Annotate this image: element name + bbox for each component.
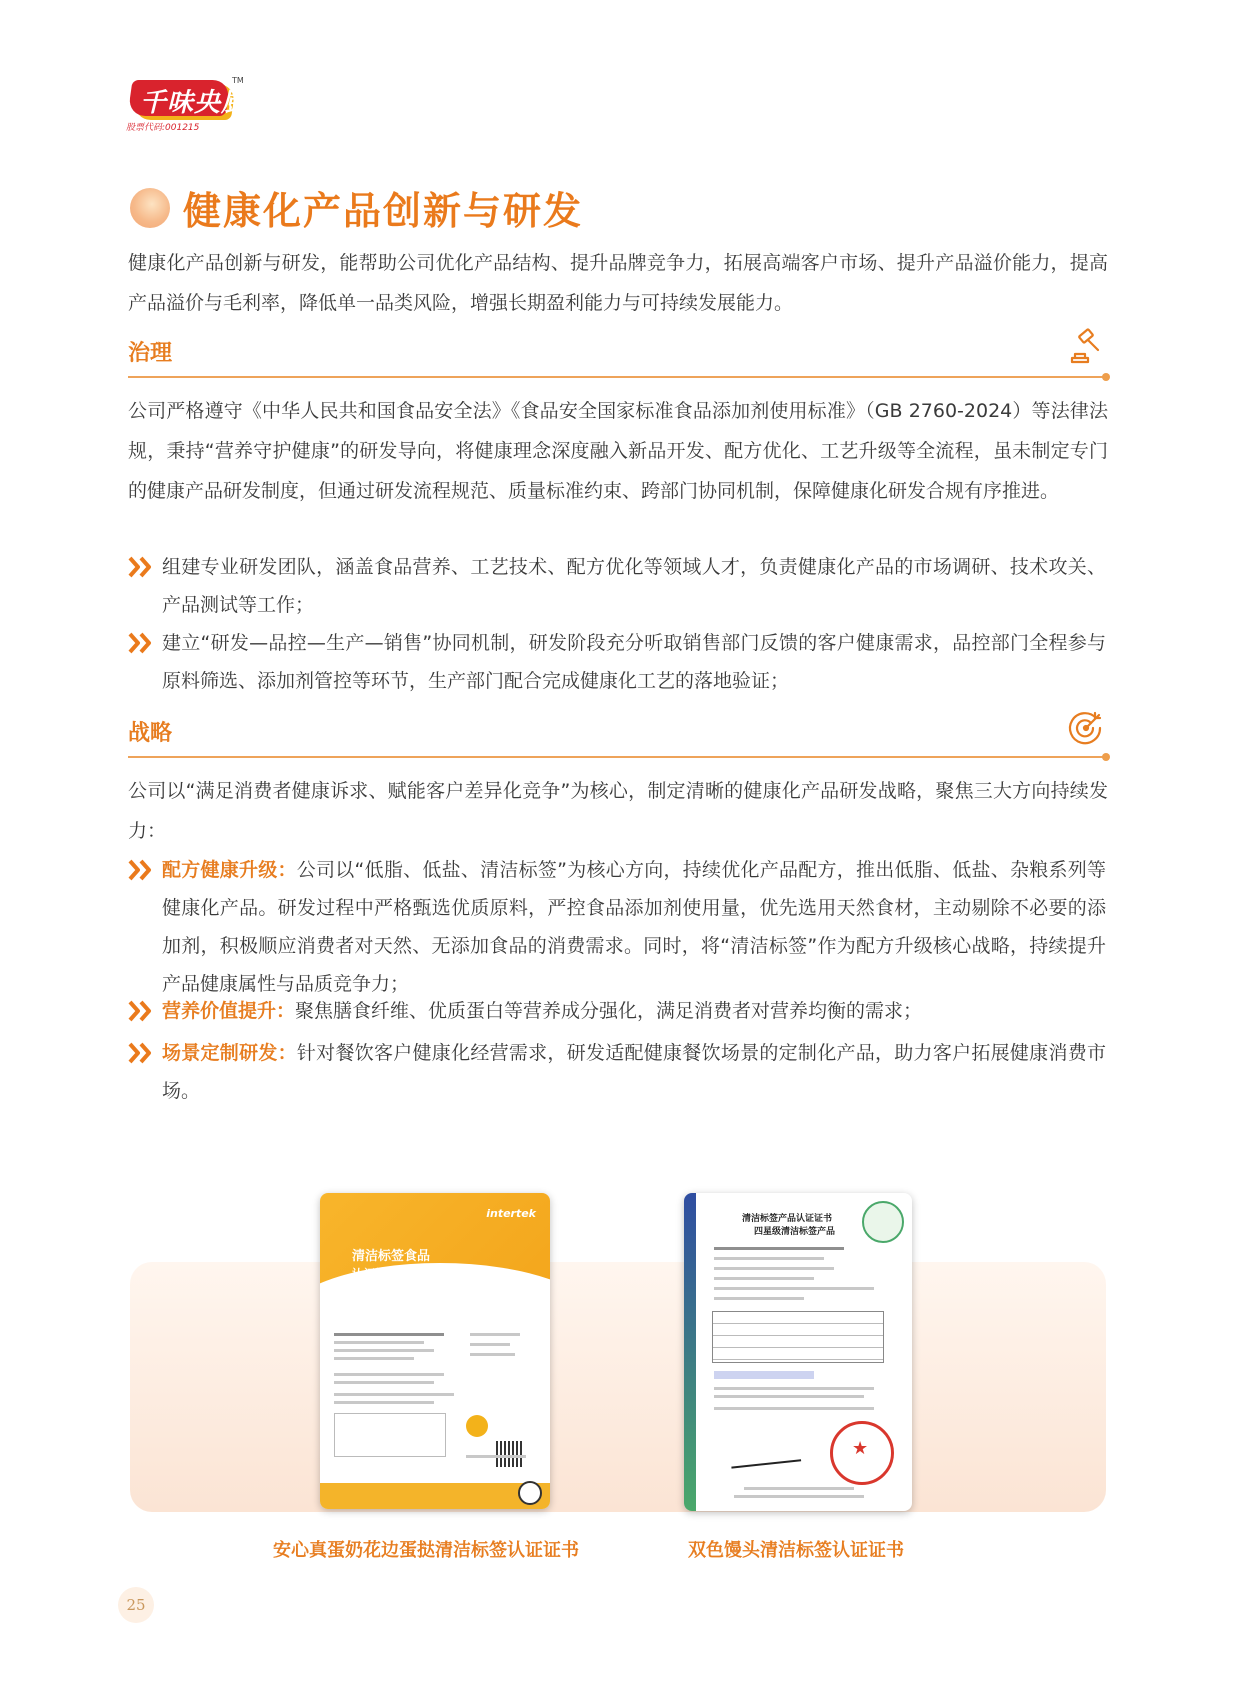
governance-bullet-text: 组建专业研发团队，涵盖食品营养、工艺技术、配方优化等领域人才，负责健康化产品的市场调研、技术攻关、产品测试等工作； (162, 556, 1106, 616)
bullet-label: 配方健康升级： (162, 859, 297, 881)
page-title: 健康化产品创新与研发 (183, 189, 584, 233)
section-title-governance: 治理 (128, 341, 173, 366)
double-chevron-icon (128, 555, 154, 579)
section-header-strategy (128, 716, 1106, 758)
bullet-body: 公司以“低脂、低盐、清洁标签”为核心方向，持续优化产品配方，推出低脂、低盐、杂粮系列等健康化产品。研发过程中严格甄选优质原料，严控食品添加剂使用量，优先选用天然食材，主动剔除不必要的添加剂，积极顺应消费者对天然、无添加食品的消费需求。同时，将“清洁标签”作为配方升级核心战略，持续提升产品健康属性与品质竞争力； (162, 859, 1106, 995)
certificate-subtitle: 四星级清洁标签产品 (754, 1227, 836, 1237)
section-rule-dot (1102, 753, 1110, 761)
title-dot-icon (130, 188, 170, 228)
strategy-bullet-text (162, 992, 1106, 1030)
gavel-icon (1066, 328, 1106, 368)
strategy-bullet-text (162, 851, 1106, 1003)
double-chevron-icon (128, 858, 154, 882)
strategy-bullet-3 (128, 1034, 1106, 1110)
target-icon (1066, 708, 1106, 748)
page-number: 25 (118, 1587, 154, 1623)
bullet-label: 场景定制研发： (162, 1042, 297, 1064)
red-stamp-icon (830, 1421, 894, 1485)
governance-paragraph: 公司严格遵守《中华人民共和国食品安全法》《食品安全国家标准食品添加剂使用标准》（GB 2760-2024）等法律法规，秉持“营养守护健康”的研发导向，将健康理念深度融入新品开发、配方优化、工艺升级等全流程，虽未制定专门的健康产品研发制度，但通过研发流程规范、质量标准约束、跨部门协同机制，保障健康化研发合规有序推进。 (128, 400, 1108, 502)
certificate-panel (130, 1262, 1106, 1512)
intro-paragraph: 健康化产品创新与研发，能帮助公司优化产品结构、提升品牌竞争力，拓展高端客户市场、提升产品溢价能力，提高产品溢价与毛利率，降低单一品类风险，增强长期盈利能力与可持续发展能力。 (128, 252, 1108, 314)
governance-bullet-text: 建立“研发—品控—生产—销售”协同机制，研发阶段充分听取销售部门反馈的客户健康需求，品控部门全程参与原料筛选、添加剂管控等环节，生产部门配合完成健康化工艺的落地验证； (162, 632, 1106, 692)
logo-text: 千味央厨 (140, 88, 249, 118)
certificate-caption-2: 双色馒头清洁标签认证证书 (688, 1540, 904, 1561)
bullet-label: 营养价值提升： (162, 1000, 296, 1022)
bullet-body: 针对餐饮客户健康化经营需求，研发适配健康餐饮场景的定制化产品，助力客户拓展健康消费市场。 (162, 1042, 1106, 1102)
governance-bullet-1 (128, 548, 1106, 624)
section-rule-dot (1102, 373, 1110, 381)
double-chevron-icon (128, 1041, 154, 1065)
certificate-image-1 (320, 1193, 550, 1509)
double-chevron-icon (128, 631, 154, 655)
clean-label-logo-icon (862, 1201, 904, 1243)
double-chevron-icon (128, 999, 154, 1023)
certificate-brand: intertek (486, 1207, 536, 1220)
governance-bullet-2 (128, 624, 1106, 700)
logo-tm: TM (232, 76, 244, 85)
certificate-image-2 (684, 1193, 912, 1511)
strategy-bullet-1 (128, 851, 1106, 1003)
certificate-title: 清洁标签食品 (352, 1249, 431, 1264)
strategy-paragraph: 公司以“满足消费者健康诉求、赋能客户差异化竞争”为核心，制定清晰的健康化产品研发战略，聚焦三大方向持续发力： (128, 780, 1108, 842)
strategy-bullet-text (162, 1034, 1106, 1110)
strategy-bullet-2 (128, 992, 1106, 1030)
logo-stock-code: 股票代码:001215 (126, 123, 200, 133)
section-header-governance (128, 336, 1106, 378)
section-title-strategy: 战略 (128, 721, 173, 746)
company-logo (120, 76, 250, 132)
certificate-title: 清洁标签产品认证证书 (742, 1214, 833, 1224)
certificate-caption-1: 安心真蛋奶花边蛋挞清洁标签认证证书 (273, 1540, 579, 1561)
certificate-subtitle: 认证证书 (352, 1267, 400, 1280)
bullet-body: 聚焦膳食纤维、优质蛋白等营养成分强化，满足消费者对营养均衡的需求； (295, 1000, 923, 1022)
